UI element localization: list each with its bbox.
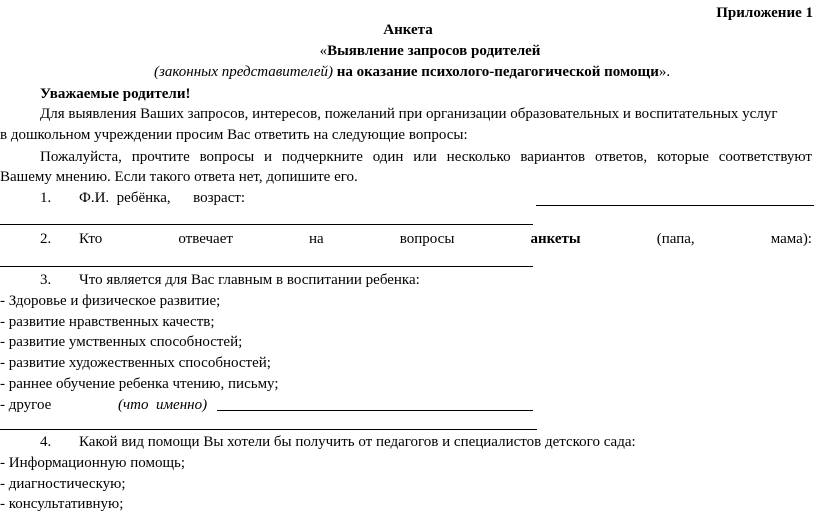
intro-p1-line2: в дошкольном учреждении просим Вас ответить на следующие вопросы:	[0, 127, 468, 143]
q4-option: - Информационную помощь;	[0, 455, 186, 471]
q2-number: 2.	[40, 231, 52, 247]
q4-number: 4.	[40, 434, 52, 450]
q3-option: - раннее обучение ребенка чтению, письму;	[0, 376, 279, 392]
q3-other-label: - другое	[0, 397, 52, 413]
intro-word: вопросы	[199, 149, 255, 165]
subtitle-rest: на оказание психолого-педагогической помощи	[336, 64, 659, 80]
subtitle-main: Выявление запросов родителей	[327, 43, 541, 59]
q3-option: - развитие художественных способностей;	[0, 355, 271, 371]
q2-text	[79, 230, 812, 248]
quote-open: «	[319, 43, 328, 59]
intro-word: или	[413, 149, 437, 165]
intro-word: прочтите	[131, 149, 190, 165]
q3-text: Что является для Вас главным в воспитании ребенка:	[79, 272, 420, 288]
subtitle-italic: (законных представителей)	[154, 64, 333, 80]
q1-answer-line-2[interactable]	[0, 224, 533, 225]
q3-option: - Здоровье и физическое развитие;	[0, 293, 221, 309]
intro-word: соответствуют	[718, 149, 812, 165]
intro-word: которые	[656, 149, 709, 165]
q3-option: - развитие нравственных качеств;	[0, 314, 215, 330]
intro-word: ответов,	[594, 149, 648, 165]
q3-option: - развитие умственных способностей;	[0, 334, 243, 350]
document-subtitle	[0, 42, 816, 60]
q3-other-hint: (что именно)	[118, 397, 208, 413]
q1-number: 1.	[40, 190, 52, 206]
intro-p2-line1	[40, 148, 812, 166]
q2-word: вопросы	[399, 231, 455, 247]
intro-p2-line2: Вашему мнению. Если такого ответа нет, допишите его.	[0, 169, 358, 185]
greeting: Уважаемые родители!	[40, 86, 191, 102]
q4-text: Какой вид помощи Вы хотели бы получить от педагогов и специалистов детского сада:	[79, 434, 636, 450]
document-title: Анкета	[383, 22, 433, 38]
intro-word: Пожалуйста,	[40, 149, 122, 165]
q2-bold-word: анкеты	[530, 231, 581, 247]
q1-answer-line[interactable]	[536, 205, 814, 206]
q4-option: - консультативную;	[0, 496, 124, 512]
appendix-label: Приложение 1	[716, 5, 813, 21]
intro-p1-line1: Для выявления Ваших запросов, интересов, пожеланий при организации образовательных и воспитательных услуг	[40, 106, 778, 122]
intro-word: и	[264, 149, 273, 165]
q2-paren-word: мама):	[770, 231, 812, 247]
subtitle-line-2	[154, 63, 670, 81]
q2-answer-line[interactable]	[0, 266, 533, 267]
intro-word: один	[372, 149, 404, 165]
q4-option: - диагностическую;	[0, 476, 126, 492]
quote-close: ».	[658, 64, 671, 80]
q3-other-answer-line[interactable]	[217, 410, 533, 411]
q2-word: отвечает	[178, 231, 233, 247]
q3-other	[0, 396, 51, 414]
q3-number: 3.	[40, 272, 52, 288]
intro-word: вариантов	[520, 149, 586, 165]
q2-word: Кто	[79, 231, 103, 247]
q2-paren-word: (папа,	[656, 231, 695, 247]
q2-word: на	[309, 231, 324, 247]
intro-word: подчеркните	[281, 149, 363, 165]
q3-answer-line-2[interactable]	[0, 429, 537, 430]
q1-text: Ф.И. ребёнка, возраст:	[79, 190, 246, 206]
intro-word: несколько	[446, 149, 511, 165]
